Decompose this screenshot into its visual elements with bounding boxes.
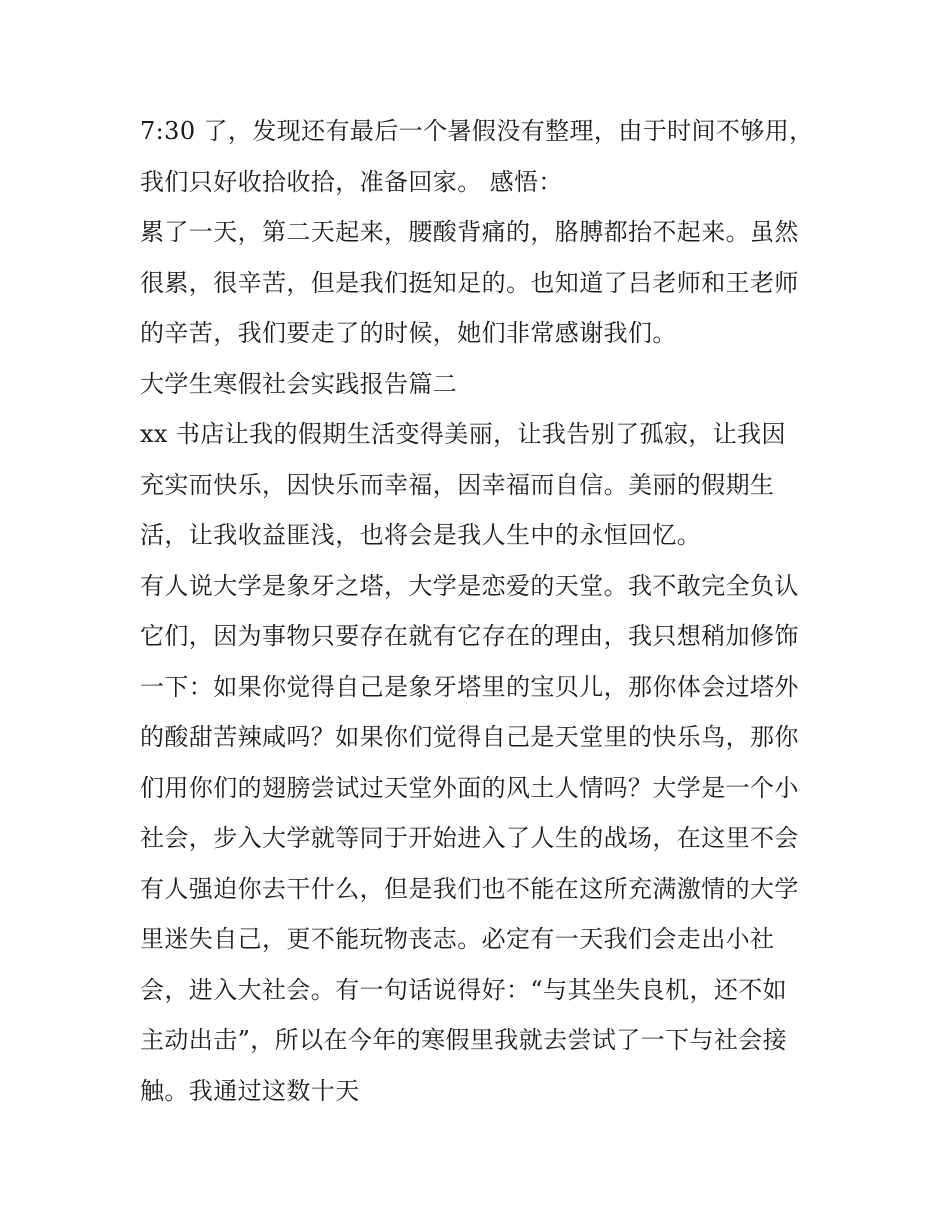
text-line-9: 活，让我收益匪浅，也将会是我人生中的永恒回忆。 (140, 521, 702, 549)
text-line-17: 里迷失自己，更不能玩物丧志。必定有一天我们会走出小社 (140, 925, 775, 953)
text-line-2: 我们只好收拾收拾，准备回家。 感悟： (140, 167, 563, 196)
text-line-11: 它们，因为事物只要存在就有它存在的理由，我只想稍加修饰 (140, 622, 799, 650)
text-line-19: 主动出击”，所以在今年的寒假里我就去尝试了一下与社会接 (140, 1026, 788, 1054)
section-heading: 大学生寒假社会实践报告篇二 (140, 369, 458, 398)
text-line-13: 的酸甜苦辣咸吗？如果你们觉得自己是天堂里的快乐鸟，那你 (140, 723, 799, 751)
text-line-18: 会，进入大社会。有一句话说得好：“与其坐失良机，还不如 (140, 975, 788, 1004)
text-line-8: 充实而快乐，因快乐而幸福，因幸福而自信。美丽的假期生 (140, 470, 775, 499)
text-line-20: 触。我通过这数十天 (140, 1076, 360, 1105)
text-line-5: 的辛苦，我们要走了的时候，她们非常感谢我们。 (140, 319, 677, 347)
text-line-14: 们用你们的翅膀尝试过天堂外面的风土人情吗？大学是一个小 (140, 773, 799, 802)
body-text (140, 106, 830, 1116)
text-line-15: 社会，步入大学就等同于开始进入了人生的战场，在这里不会 (140, 824, 799, 852)
text-line-4: 很累，很辛苦，但是我们挺知足的。也知道了吕老师和王老师 (140, 268, 799, 297)
text-line-7: xx 书店让我的假期生活变得美丽，让我告别了孤寂，让我因 (140, 420, 786, 448)
text-line-3: 累了一天，第二天起来，腰酸背痛的，胳膊都抬不起来。虽然 (140, 218, 799, 246)
text-line-1: 7:30 了，发现还有最后一个暑假没有整理，由于时间不够用， (140, 117, 814, 145)
text-line-10: 有人说大学是象牙之塔，大学是恋爱的天堂。我不敢完全负认 (140, 571, 799, 600)
text-line-16: 有人强迫你去干什么，但是我们也不能在这所充满激情的大学 (140, 874, 799, 903)
text-line-12: 一下：如果你觉得自己是象牙塔里的宝贝儿，那你体会过塔外 (140, 672, 799, 701)
